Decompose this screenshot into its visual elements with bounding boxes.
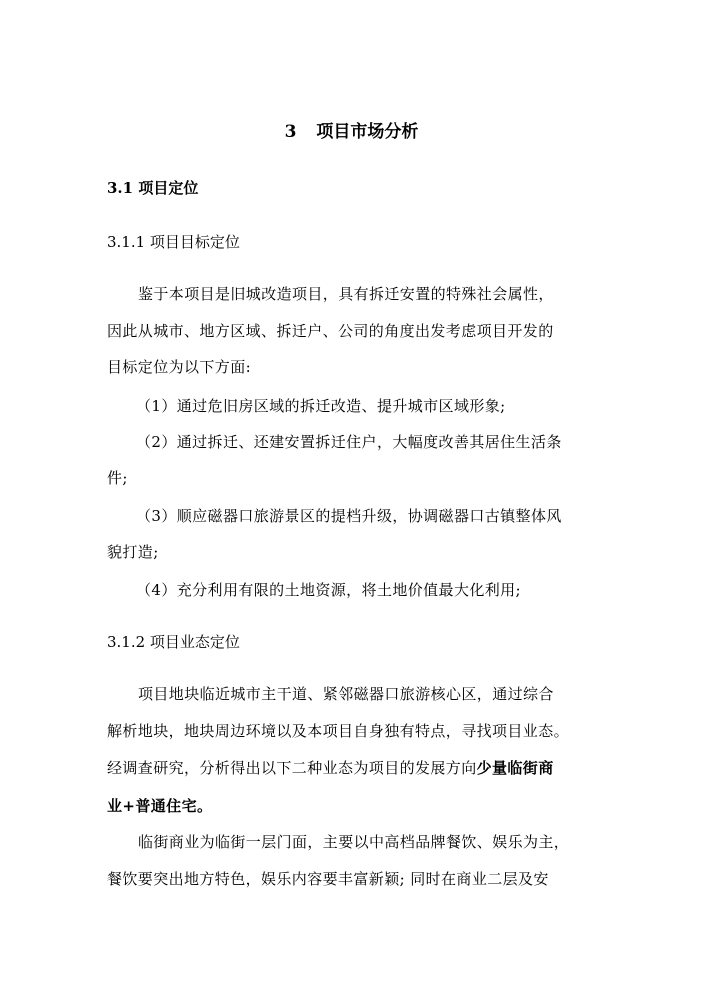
para1-line-4: [107, 795, 212, 816]
subsection-heading-target: 3.1.1 项目目标定位: [107, 233, 240, 251]
para1-line-2: 解析地块，地块周边环境以及本项目自身独有特点，寻找项目业态。: [107, 722, 570, 740]
para1-line-1: 项目地块临近城市主干道、紧邻磁器口旅游核心区，通过综合: [138, 685, 554, 703]
list-item-2-line-2: 件;: [107, 469, 128, 487]
intro-line-3: 目标定位为以下方面:: [107, 358, 252, 376]
para2-line-2: 餐饮要突出地方特色，娱乐内容要丰富新颖; 同时在商业二层及安: [107, 870, 549, 888]
list-item-4: （4）充分利用有限的土地资源，将土地价值最大化利用;: [136, 581, 521, 599]
intro-line-1: 鉴于本项目是旧城改造项目，具有拆迁安置的特殊社会属性，: [138, 285, 554, 303]
list-item-3-line-2: 貌打造;: [107, 543, 159, 561]
chapter-number: 3: [284, 122, 297, 142]
para1-line-3-text: 经调查研究，分析得出以下二种业态为项目的发展方向: [107, 759, 477, 777]
para2-line-1: 临街商业为临街一层门面，主要以中高档品牌餐饮、娱乐为主，: [138, 833, 570, 851]
list-item-2-line-1: （2）通过拆迁、还建安置拆迁住户，大幅度改善其居住生活条: [136, 433, 562, 451]
chapter-title: 项目市场分析: [316, 122, 419, 142]
para1-emphasis-start: 少量临街商: [476, 759, 554, 777]
para1-emphasis-end: 业+普通住宅。: [107, 797, 213, 815]
subsection-heading-business: 3.1.2 项目业态定位: [107, 633, 240, 651]
list-item-1: （1）通过危旧房区域的拆迁改造、提升城市区域形象;: [136, 397, 506, 415]
intro-line-2: 因此从城市、地方区域、拆迁户、公司的角度出发考虑项目开发的: [107, 322, 554, 340]
para1-line-3: [107, 757, 554, 778]
chapter-heading: [0, 117, 703, 142]
section-heading: 3.1 项目定位: [107, 179, 199, 197]
list-item-3-line-1: （3）顺应磁器口旅游景区的提档升级，协调磁器口古镇整体风: [136, 507, 562, 525]
